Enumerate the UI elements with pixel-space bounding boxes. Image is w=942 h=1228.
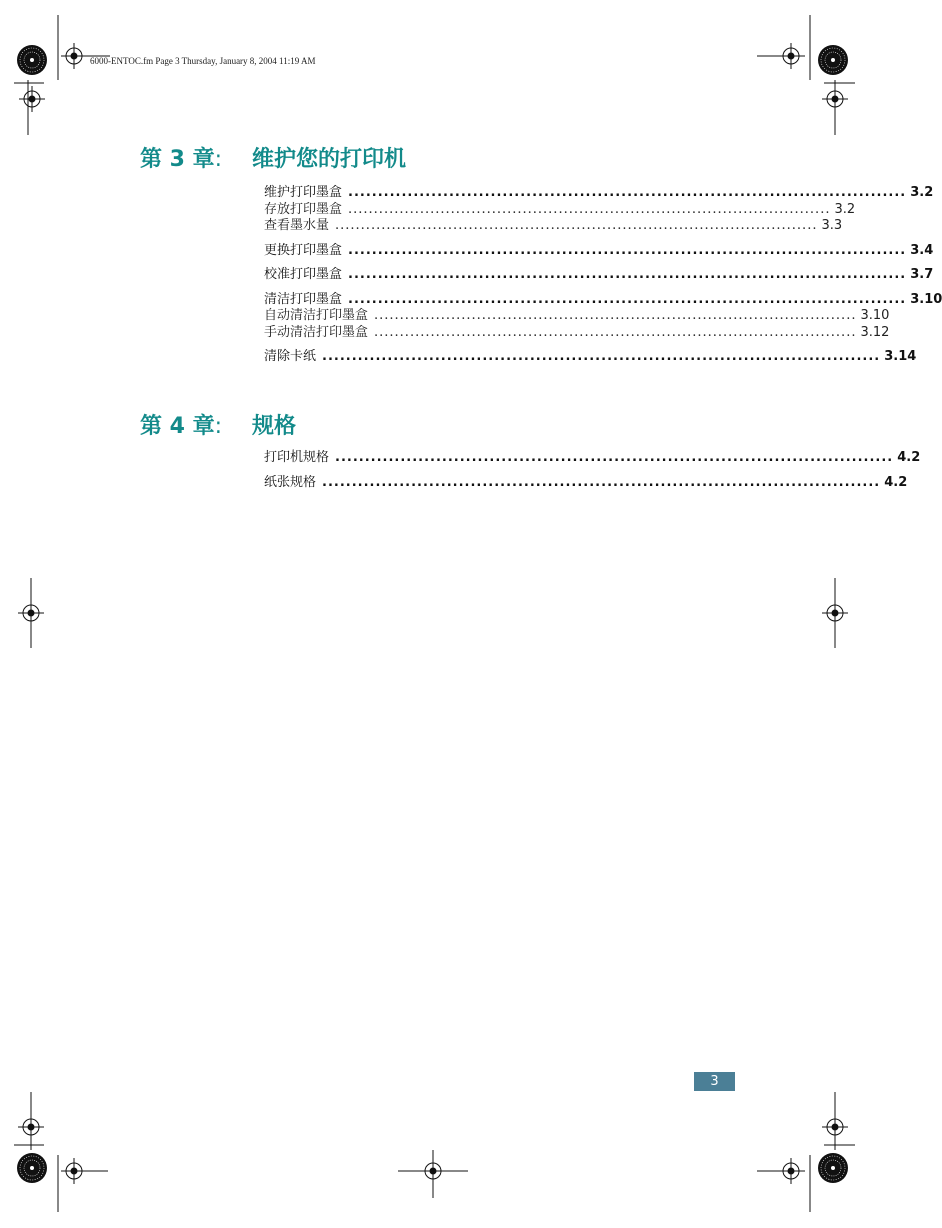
toc-entry[interactable]: 更换打印墨盒 .............................................................................................. 3.4 [264, 242, 934, 258]
file-info-header: 6000-ENTOC.fm Page 3 Thursday, January 8, 2004 11:19 AM [90, 56, 316, 66]
toc-group [264, 242, 934, 260]
toc-entry[interactable]: 查看墨水量 .............................................................................................. 3.3 [264, 218, 843, 233]
toc-group [264, 267, 934, 284]
chapter-4-heading [140, 409, 296, 440]
chapter-4-title: 规格 [252, 414, 297, 439]
toc-entry[interactable]: 打印机规格 .............................................................................................. 4.2 [264, 450, 921, 465]
toc-group [264, 349, 917, 366]
toc-entry[interactable]: 校准打印墨盒 .............................................................................................. 3.7 [264, 267, 934, 282]
toc-entry[interactable]: 纸张规格 .............................................................................................. 4.2 [264, 474, 908, 490]
toc-entry[interactable]: 清洁打印墨盒 .............................................................................................. 3.10 [264, 291, 942, 307]
chapter-3-title: 维护您的打印机 [252, 147, 407, 172]
toc-group [264, 450, 921, 467]
chapter-4-separator: : [214, 414, 223, 439]
toc-entry[interactable]: 维护打印墨盒 .............................................................................................. 3.2 [264, 185, 934, 200]
chapter-3-toc [264, 185, 942, 374]
toc-entry[interactable]: 手动清洁打印墨盒 .............................................................................................. 3.12 [264, 324, 890, 340]
toc-group [264, 474, 908, 492]
page-number-badge: 3 [694, 1072, 735, 1091]
chapter-3-separator: : [214, 147, 223, 172]
toc-group [264, 185, 934, 235]
chapter-3-heading [140, 142, 406, 173]
toc-group [264, 291, 942, 342]
toc-entry[interactable]: 自动清洁打印墨盒 .............................................................................................. 3.10 [264, 308, 890, 323]
chapter-3-label: 第 3 章 [140, 147, 215, 172]
toc-entry[interactable]: 清除卡纸 .............................................................................................. 3.14 [264, 349, 917, 364]
chapter-4-label: 第 4 章 [140, 414, 215, 439]
chapter-4-toc [264, 450, 921, 499]
toc-entry[interactable]: 存放打印墨盒 .............................................................................................. 3.2 [264, 201, 856, 217]
